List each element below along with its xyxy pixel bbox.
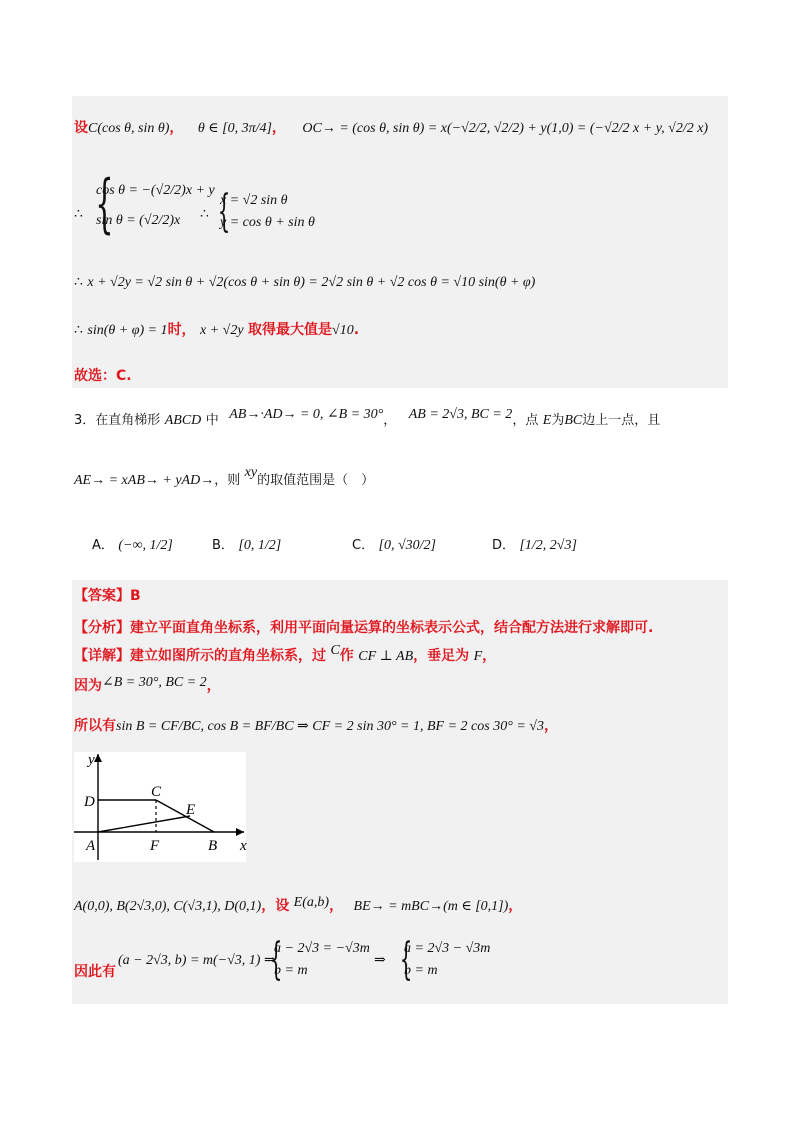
point-e-coords: E(a,b): [293, 895, 330, 910]
sys3-eq1: a − 2√3 = −√3m: [274, 941, 370, 956]
max-expr: x + √2y = √2 sin θ + √2(cos θ + sin θ) = 2√2 sin θ + √2 cos θ = √10 sin(θ + φ): [87, 275, 536, 290]
perp-expr: CF ⊥ AB: [358, 649, 414, 664]
comma: ，: [543, 718, 558, 734]
be-expr: BE→ = mBC→(m ∈ [0,1]): [353, 899, 509, 914]
analysis-tag: 【分析】: [74, 620, 130, 636]
option-a[interactable]: [92, 534, 173, 554]
system-1: [96, 180, 215, 232]
coords-line: [74, 896, 522, 917]
sys2-eq1: x = √2 sin θ: [220, 193, 288, 208]
foot-f: F: [473, 649, 483, 664]
option-c-label: C．: [352, 538, 375, 553]
because-line: [74, 676, 221, 697]
y-axis-arrow: [94, 754, 102, 762]
trapezoid-figure: [74, 752, 246, 862]
therefore-2: ∴: [200, 206, 209, 222]
because-text: 因为: [74, 678, 102, 694]
abcd: ABCD: [164, 413, 202, 428]
she-text: ，设: [261, 898, 290, 914]
chui: ，垂足为: [413, 648, 470, 664]
set-label: 设: [74, 120, 88, 136]
comma: ，: [482, 648, 497, 664]
period: .: [353, 322, 360, 338]
option-b-label: B．: [212, 538, 234, 553]
hence-expr: (a − 2√3, b) = m(−√3, 1) ⇒: [118, 953, 276, 968]
question-3-line2: [74, 465, 375, 491]
sys4-eq2: b = m: [404, 963, 438, 978]
brace-4: {: [399, 934, 413, 985]
so-line: [74, 716, 558, 737]
text2: ，点: [512, 413, 539, 428]
objective-expr: x + √2y: [200, 323, 244, 338]
answer-choice-1: 故选：C.: [74, 368, 132, 384]
xy: xy: [244, 465, 258, 480]
system-2: [217, 186, 315, 237]
option-d-value: [1/2, 2√3]: [519, 538, 577, 553]
option-b[interactable]: [212, 534, 281, 554]
option-a-value: (−∞, 1/2]: [118, 538, 173, 553]
segment-cb: [156, 800, 214, 832]
analysis-text: 建立平面直角坐标系，利用平面向量运算的坐标表示公式，结合配方法进行求解即可.: [130, 620, 654, 636]
detail-line: [74, 643, 497, 667]
comma: ，: [271, 120, 286, 136]
oc-vector-expr: OC→ = (cos θ, sin θ) = x(−√2/2, √2/2) + y(1,0) = (−√2/2 x + y, √2/2 x): [302, 121, 709, 136]
theta-range: θ ∈ [0, 3π/4]: [197, 121, 272, 136]
label-e: E: [186, 802, 196, 818]
brace-3: {: [269, 934, 283, 985]
option-d[interactable]: [492, 534, 577, 554]
zhong: 中: [205, 413, 219, 428]
max-value: √10: [332, 323, 354, 338]
label-x: x: [240, 838, 247, 854]
option-c[interactable]: [352, 534, 436, 554]
so-expr: sin B = CF/BC, cos B = BF/BC ⇒ CF = 2 sin 30° = 1, BF = 2 cos 30° = √3: [116, 719, 544, 734]
therefore-3: ∴: [74, 274, 83, 290]
answer-tag: 【答案】B: [74, 588, 141, 604]
label-f: F: [150, 838, 160, 854]
arrow: ⇒: [374, 953, 386, 968]
hence-eq: [118, 950, 276, 971]
text3: 为: [551, 413, 565, 428]
when-text: 时，: [167, 322, 196, 338]
text4: 边上一点，且: [582, 413, 661, 428]
brace-1: {: [95, 167, 114, 241]
sys2-eq2: y = cos θ + sin θ: [220, 215, 315, 230]
therefore-1: ∴: [74, 206, 83, 222]
option-a-label: A．: [92, 538, 114, 553]
comma: ，: [383, 413, 397, 428]
block1-line1: [74, 118, 708, 139]
point-e: E: [542, 413, 552, 428]
segment-bc: BC: [564, 413, 583, 428]
sin-eq: sin(θ + φ) = 1: [87, 323, 168, 338]
option-b-value: [0, 1/2]: [238, 538, 282, 553]
so-text: 所以有: [74, 718, 116, 734]
label-y: y: [88, 752, 95, 768]
comma: ，: [169, 120, 184, 136]
condition-2: AB = 2√3, BC = 2: [408, 407, 513, 422]
point-c-expr: C(cos θ, sin θ): [88, 121, 170, 136]
implies-arrow: [374, 950, 386, 971]
point-c: C: [330, 643, 340, 658]
comma: ，: [329, 898, 344, 914]
block1-line3: [74, 272, 535, 293]
text6: 的取值范围是（ ）: [257, 473, 375, 488]
sys1-eq1: cos θ = −(√2/2)x + y: [96, 183, 215, 198]
hence-line: [74, 962, 116, 982]
segment-ae: [98, 816, 190, 832]
label-a: A: [86, 838, 96, 854]
solution-block-1: [72, 96, 728, 388]
detail-text: 建立如图所示的直角坐标系，过: [130, 648, 326, 664]
option-d-label: D．: [492, 538, 516, 553]
label-d: D: [84, 794, 95, 810]
label-c: C: [151, 784, 162, 800]
because-expr: ∠B = 30°, BC = 2: [102, 675, 207, 690]
therefore-4: ∴: [74, 322, 83, 338]
trapezoid-diagram: [74, 752, 246, 862]
max-text: 取得最大值是: [248, 322, 333, 338]
label-b: B: [208, 838, 218, 854]
system-4: [404, 938, 490, 982]
system-3: [274, 938, 370, 982]
detail-tag: 【详解】: [74, 648, 130, 664]
comma: ，: [206, 678, 221, 694]
sys1-eq2: sin θ = (√2/2)x: [96, 213, 181, 228]
option-c-value: [0, √30/2]: [378, 538, 437, 553]
block1-line4: [74, 320, 359, 341]
x-axis-arrow: [236, 828, 244, 836]
sys4-eq1: a = 2√3 − √3m: [404, 941, 491, 956]
question-3-line1: [74, 407, 661, 431]
coords-expr: A(0,0), B(2√3,0), C(√3,1), D(0,1): [74, 899, 262, 914]
ae-expr: AE→ = xAB→ + yAD→: [74, 473, 215, 488]
condition-1: AB→·AD→ = 0, ∠B = 30°: [229, 407, 384, 422]
comma: ，: [508, 898, 523, 914]
text5: ，则: [214, 473, 241, 488]
question-number: 3．在直角梯形: [74, 413, 161, 428]
brace-2: {: [217, 186, 231, 237]
sys3-eq2: b = m: [274, 963, 308, 978]
hence-text: 因此有: [74, 964, 116, 980]
zuo: 作: [339, 648, 354, 664]
analysis-line: [74, 618, 653, 638]
